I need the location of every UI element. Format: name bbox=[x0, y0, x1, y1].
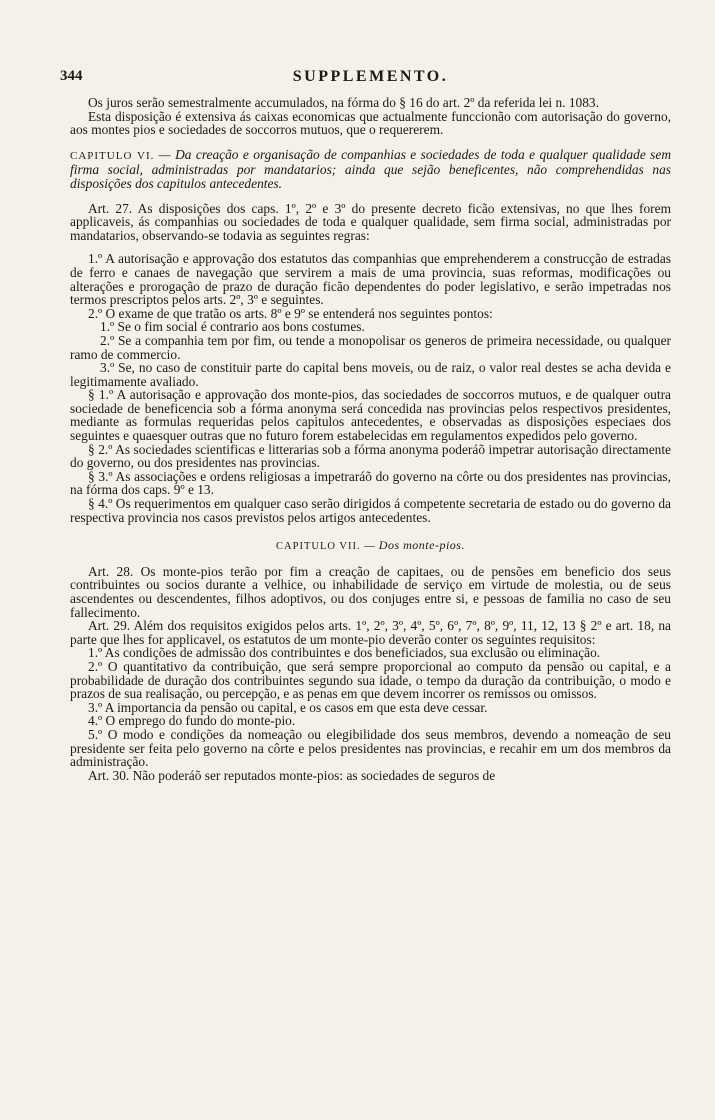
article-27-rule-2: 2.º O exame de que tratão os arts. 8º e 9º se entenderá nos seguintes pontos: bbox=[88, 305, 493, 321]
paragraph-juros: Os juros serão semestralmente accumulados, na fórma do § 16 do art. 2º da referida lei n. 1083. bbox=[88, 95, 599, 110]
page-number: 344 bbox=[60, 68, 83, 84]
chapter-7-label: CAPITULO VII. bbox=[276, 541, 361, 553]
article-27-rule-2-item-3: 3.º Se, no caso de constituir parte do capital bens moveis, ou de raiz, o valor real destes se acha devida e legitimamente avaliado. bbox=[70, 360, 671, 389]
article-27-section-2: § 2.º As sociedades scientificas e litterarias sob a fórma anonyma poderáõ impetrar autorisação directamente do governo, ou dos presidentes nas provincias. bbox=[70, 441, 671, 471]
paragraph-extensiva: Esta disposição é extensiva ás caixas economicas que actualmente funccionão com autorisação do governo, aos montes pios e sociedades de soccorros mutuos, que o requererem. bbox=[70, 108, 671, 138]
article-27-rule-2-item-1: 1.º Se o fim social é contrario aos bons costumes. bbox=[100, 319, 365, 335]
article-29-item-2: 2.º O quantitativo da contribuição, que será sempre proporcional ao computo da pensão ou capital, e a probabilidade de duração dos contribuintes segundo sua idade, o tempo da duração da contribuição, o modo e prazos de sua realisação, ou percepção, e as penas em que devem incorrer os remissos ou omissos. bbox=[70, 658, 671, 702]
article-27-rule-2-item-2: 2.º Se a companhia tem por fim, ou tende a monopolisar os generos de primeira necessidade, ou qualquer ramo de commercio. bbox=[70, 332, 671, 362]
article-29-item-3: 3.º A importancia da pensão ou capital, e os casos em que esta deve cessar. bbox=[88, 699, 488, 715]
chapter-6-heading bbox=[70, 148, 671, 191]
article-29-item-4: 4.º O emprego do fundo do monte-pio. bbox=[88, 713, 296, 729]
article-29-item-5: 5.º O modo e condições da nomeação ou elegibilidade dos seus membros, devendo a nomeação de seu presidente ser feita pelo governo na côrte e pelos presidentes nas provincias, e recahir em um dos membros da administração. bbox=[70, 726, 671, 770]
chapter-7-heading bbox=[70, 539, 671, 554]
running-title: SUPPLEMENTO. bbox=[292, 68, 449, 85]
page-header bbox=[60, 68, 671, 88]
article-29-intro: Art. 29. Além dos requisitos exigidos pelos arts. 1º, 2º, 3º, 4º, 5º, 6º, 7º, 8º, 9º, 11, 12, 13 § 2º e art. 18, na parte que lhes for applicavel, os estatutos de um monte-pio deverão conter os seguintes requisitos: bbox=[70, 618, 671, 647]
chapter-7-title: — Dos monte-pios. bbox=[364, 538, 465, 553]
article-27-section-1: § 1.º A autorisação e approvação dos monte-pios, das sociedades de soccorros mutuos, e de qualquer outra sociedade de beneficencia sob a fórma anonyma será concedida nas provincias pelos respectivos presidentes, mediante as formulas requeridas pelos capitulos antecedentes, e observadas as disposições especiaes dos seguintes e quaesquer outras que no futuro forem estabelecidas em regulamentos expedidos pelo governo. bbox=[70, 387, 671, 444]
article-30: Art. 30. Não poderáõ ser reputados monte-pios: as sociedades de seguros de bbox=[88, 767, 496, 783]
article-27-section-3: § 3.º As associações e ordens religiosas a impetraráõ do governo na côrte ou dos presidentes nas provincias, na fórma dos caps. 9º e 13. bbox=[70, 468, 671, 498]
chapter-6-label: CAPITULO VI. bbox=[70, 149, 155, 162]
article-28: Art. 28. Os monte-pios terão por fim a creação de capitaes, ou de pensões em beneficio dos seus contribuintes ou socios durante a velhice, ou inhabilidade de serviço em virtude de molestia, ou de seus ascendentes ou descendentes, filhos adoptivos, ou dos conjuges entre si, e pessoas de familia no caso de seu fallecimento. bbox=[70, 563, 671, 620]
article-27-rule-1: 1.º A autorisação e approvação dos estatutos das companhias que emprehenderem a construcção de estradas de ferro e canaes de navegação que servirem a mais de uma provincia, suas reformas, modificações ou alterações e prorogação de prazo de duração ficão dependentes do poder legislativo, e serão impetradas nos termos prescriptos pelos arts. 2º, 3º e seguintes. bbox=[70, 251, 671, 308]
chapter-6-title: — Da creação e organisação de companhias e sociedades de toda e qualquer qualidade sem firma social, administradas por mandatarios; ainda que sejão beneficentes, não comprehendidas nas disposições dos capitulos antecedentes. bbox=[70, 146, 671, 191]
article-27-intro: Art. 27. As disposições dos caps. 1º, 2º e 3º do presente decreto ficão extensivas, no que lhes forem applicaveis, ás companhias ou sociedades de toda e qualquer qualidade, sem firma social, administradas por mandatarios, observando-se todavia as seguintes regras: bbox=[70, 200, 671, 243]
article-29-item-1: 1.º As condições de admissão dos contribuintes e dos beneficiados, sua exclusão ou eliminação. bbox=[88, 645, 601, 661]
article-27-section-4: § 4.º Os requerimentos em qualquer caso serão dirigidos á competente secretaria de estado ou do governo da respectiva provincia nos casos previstos pelos artigos antecedentes. bbox=[70, 496, 671, 525]
